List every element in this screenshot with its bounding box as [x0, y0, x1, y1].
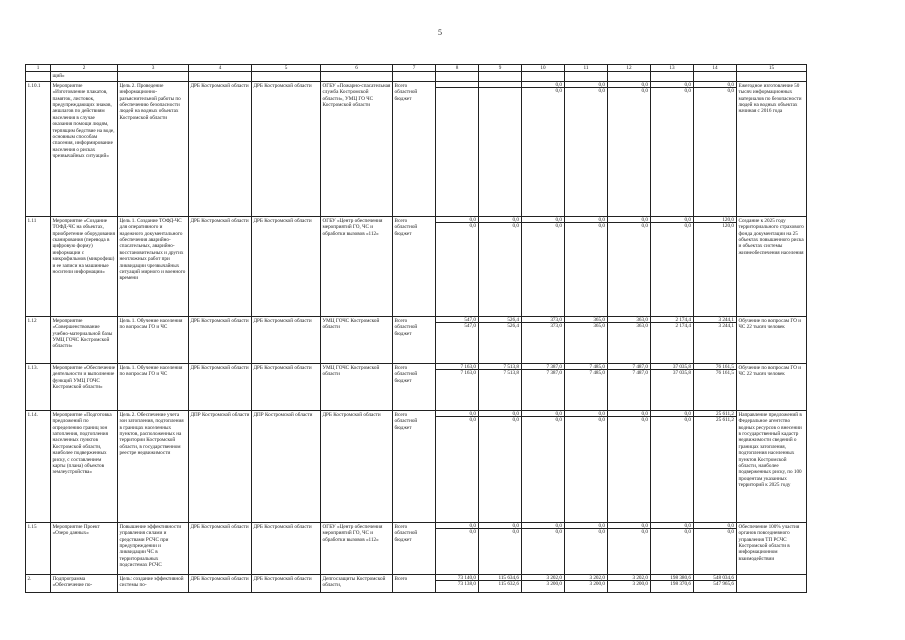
value-total: 548 034,6 [694, 575, 736, 581]
value-cell [479, 522, 522, 574]
funding-source: Всего [394, 411, 408, 418]
value-total: 25 611,2 [694, 411, 736, 417]
value-regional-budget: 3 200,0 [546, 581, 562, 588]
value-total: 0,0 [565, 523, 607, 529]
coordinator-cell: ДРБ Костромской области [189, 522, 252, 574]
value-regional-budget: 0,0 [469, 529, 476, 536]
value-total: 3 202,0 [565, 575, 607, 581]
item-name: Мероприятие «Создание ТОФД-ЧС на объектах, приобретение оборудования сканирования (перевода в цифровую форму) информации с микрофильмов (микрофиш) и ее записи на машинные носители информации» [51, 216, 118, 316]
value-cell [436, 574, 479, 592]
value-total: 373,0 [522, 317, 564, 323]
executor-cell: ДРБ Костромской области [252, 316, 321, 363]
coordinator-cell: ДРБ Костромской области [189, 316, 252, 363]
value-cell [694, 522, 737, 574]
expected-result: Ежегодное изготовление 50 тысяч информационных материалов по безопасности людей на водных объектах начиная с 2016 года [737, 81, 807, 216]
value-regional-budget: 0,0 [684, 223, 691, 230]
value-cell [479, 316, 522, 363]
item-number: 1.13. [26, 363, 51, 410]
value-cell [608, 316, 651, 363]
value-cell [565, 81, 608, 216]
item-number: 2. [26, 574, 51, 592]
funding-source-cell [393, 410, 436, 522]
value-cell [479, 216, 522, 316]
value-regional-budget: 0,0 [684, 417, 691, 424]
value-cell [436, 81, 479, 216]
program-table [25, 64, 807, 593]
funding-source: Всего [394, 317, 408, 324]
value-total: 115 634,6 [479, 575, 521, 581]
column-number: 10 [522, 65, 565, 72]
value-cell [651, 574, 694, 592]
value-cell [608, 81, 651, 216]
value-cell [651, 216, 694, 316]
value-total: 120,0 [694, 217, 736, 223]
value-regional-budget: 0,0 [641, 223, 648, 230]
funding-source-cell [393, 316, 436, 363]
value-regional-budget [436, 88, 478, 94]
value-regional-budget: 0,0 [555, 417, 562, 424]
funding-source: Всего [394, 82, 408, 89]
value-total: 0,0 [608, 217, 650, 223]
value-regional-budget: 3 244,1 [718, 323, 734, 330]
value-cell [522, 522, 565, 574]
value-regional-budget: 0,0 [684, 88, 691, 95]
value-total: 2 174,4 [651, 317, 693, 323]
value-regional-budget: 7 487,0 [632, 370, 648, 377]
funding-source: областной бюджет [394, 89, 418, 102]
value-regional-budget: 0,0 [512, 223, 519, 230]
value-regional-budget: 0,0 [555, 223, 562, 230]
value-cell [694, 316, 737, 363]
funding-source-cell [393, 216, 436, 316]
item-goal: Цель 2. Обеспечение учета зон затопления, подтопления в границах населенных пунктов, расположенных на территории Костромской области, в государственном реестре недвижимости [118, 410, 189, 522]
item-goal: Цель 1. Создание ТОФД-ЧС для оперативного и надежного документального обеспечения аварийно-спасательных, аварийно-восстановительных и других неотложных работ при ликвидации чрезвычайных ситуаций мирного и военного времени [118, 216, 189, 316]
value-regional-budget: 2 174,4 [675, 323, 691, 330]
item-name: Мероприятие Проект «Озеро данных» [51, 522, 118, 574]
value-regional-budget: 363,0 [636, 323, 648, 330]
value-total: 0,0 [522, 523, 564, 529]
expected-result: Направление предложений в Федеральное агентство водных ресурсов о внесении в государственный кадастр недвижимости сведений о границах затопления, подтопления населенных пунктов Костромской области, наиболее подверженных риску, по 100 процентам указанных территорий к 2025 году [737, 410, 807, 522]
continuation-text: щий» [51, 72, 118, 81]
value-regional-budget: 76 161,5 [715, 370, 734, 377]
table-row [26, 216, 807, 316]
value-cell [608, 574, 651, 592]
executor-cell: ДРБ Костромской области [252, 363, 321, 410]
value-total: 3 202,0 [522, 575, 564, 581]
value-regional-budget: 120,0 [722, 223, 734, 230]
value-cell [522, 410, 565, 522]
value-total: 0,0 [608, 82, 650, 88]
value-total: 73 140,0 [436, 575, 478, 581]
table-row [26, 363, 807, 410]
value-total: 526,4 [479, 317, 521, 323]
value-regional-budget: 37 035,8 [672, 370, 691, 377]
item-name: Мероприятие «Совершенствование учебно-материальной базы УМЦ ГОЧС Костромской области» [51, 316, 118, 363]
column-number-row [26, 65, 807, 72]
value-total: 0,0 [608, 411, 650, 417]
value-total: 0,0 [651, 217, 693, 223]
funding-source-cell [393, 363, 436, 410]
value-regional-budget: 0,0 [598, 417, 605, 424]
continuation-row [26, 72, 807, 81]
value-total: 0,0 [522, 82, 564, 88]
value-cell [565, 522, 608, 574]
value-regional-budget: 7 163,0 [460, 370, 476, 377]
funding-source: областной бюджет [394, 371, 418, 384]
value-total: 0,0 [436, 411, 478, 417]
value-total: 0,0 [565, 411, 607, 417]
executor-cell: ДРБ Костромской области [252, 522, 321, 574]
funding-source: областной бюджет [394, 224, 418, 237]
value-total: 76 161,5 [694, 364, 736, 370]
value-cell [479, 81, 522, 216]
value-cell [651, 363, 694, 410]
value-cell [565, 216, 608, 316]
item-goal: Цель 2. Проведение информационно-разъяснительной работы по обеспечению безопасности людей на водных объектах Костромской области [118, 81, 189, 216]
funding-source-cell [393, 522, 436, 574]
value-cell [651, 522, 694, 574]
participant-cell: ОГБУ «Центр обеспечения мероприятий ГО, ЧС и обработки вызовов «112» [321, 522, 393, 574]
value-cell [608, 216, 651, 316]
column-number: 8 [436, 65, 479, 72]
item-number: 1.10.1 [26, 81, 51, 216]
column-number: 6 [321, 65, 393, 72]
value-regional-budget: 0,0 [598, 223, 605, 230]
participant-cell: УМЦ ГОЧС Костромской области [321, 363, 393, 410]
value-cell [522, 363, 565, 410]
value-cell [651, 410, 694, 522]
value-regional-budget: 0,0 [512, 417, 519, 424]
participant-cell: ОГБУ «Пожарно-спасательная служба Костромской области», УМЦ ГО ЧС Костромской области [321, 81, 393, 216]
value-cell [522, 216, 565, 316]
expected-result: Создание к 2025 году территориального страхового фонда документации на 25 объектах повышенного риска и объектах системы жизнеобеспечения населения [737, 216, 807, 316]
value-total: 0,0 [522, 217, 564, 223]
value-regional-budget: 373,0 [550, 323, 562, 330]
value-regional-budget: 547,0 [464, 323, 476, 330]
value-cell [479, 574, 522, 592]
column-number: 2 [51, 65, 118, 72]
value-regional-budget: 0,0 [727, 88, 734, 95]
expected-result: Обеспечение 100% участия органов повседневного управления ТП РСЧС Костромской области в информационном взаимодействии [737, 522, 807, 574]
item-goal: Цель 1. Обучение населения по вопросам ГО и ЧС [118, 363, 189, 410]
item-name: Мероприятие «Изготовление плакатов, памяток, листовок, предупреждающих знаков, аншлагов по действиям населения в случае оказания помощи людям, терпящим бедствие на воде, основным способам спасения, информирование населения о рисках чрезвычайных ситуаций» [51, 81, 118, 216]
value-cell [565, 316, 608, 363]
value-cell [522, 574, 565, 592]
value-cell [651, 316, 694, 363]
value-total: 198 380,6 [651, 575, 693, 581]
column-number: 7 [393, 65, 436, 72]
value-regional-budget: 115 632,6 [498, 581, 519, 588]
value-cell [694, 81, 737, 216]
column-number: 13 [651, 65, 694, 72]
column-number: 3 [118, 65, 189, 72]
value-total: 0,0 [436, 217, 478, 223]
value-total: 0,0 [608, 523, 650, 529]
value-total: 0,0 [479, 411, 521, 417]
value-cell [565, 410, 608, 522]
coordinator-cell: ДРБ Костромской области [189, 574, 252, 592]
value-total: 3 244,1 [694, 317, 736, 323]
page-number: 5 [438, 28, 442, 37]
value-cell [479, 363, 522, 410]
value-regional-budget: 7 485,0 [589, 370, 605, 377]
item-name: Мероприятие «Обеспечение деятельности и выполнение функций УМЦ ГОЧС Костромской области» [51, 363, 118, 410]
value-regional-budget: 0,0 [727, 529, 734, 536]
value-regional-budget: 547 965,6 [713, 581, 734, 588]
column-number: 15 [737, 65, 807, 72]
value-cell [522, 316, 565, 363]
value-cell [436, 363, 479, 410]
item-goal: Повышение эффективности управления силами и средствами РСЧС при предупреждении и ликвидации ЧС в территориальных подсистемах РСЧС [118, 522, 189, 574]
value-regional-budget: 0,0 [469, 417, 476, 424]
value-total: 0,0 [565, 217, 607, 223]
item-number: 1.11 [26, 216, 51, 316]
value-regional-budget: 0,0 [555, 88, 562, 95]
column-number: 1 [26, 65, 51, 72]
participant-cell: Депгосзащиты Костромской области, [321, 574, 393, 592]
column-number: 14 [694, 65, 737, 72]
executor-cell: ДПР Костромской области [252, 410, 321, 522]
value-total: 7 163,0 [436, 364, 478, 370]
value-total: 3 202,0 [608, 575, 650, 581]
value-regional-budget: 0,0 [555, 529, 562, 536]
value-regional-budget: 0,0 [641, 88, 648, 95]
value-total: 0,0 [694, 82, 736, 88]
value-regional-budget: 0,0 [598, 88, 605, 95]
table-row [26, 81, 807, 216]
value-total: 7 387,0 [522, 364, 564, 370]
item-number: 1.12 [26, 316, 51, 363]
value-regional-budget: 0,0 [684, 529, 691, 536]
value-cell [522, 81, 565, 216]
funding-source: областной бюджет [394, 418, 418, 431]
value-total: 0,0 [436, 523, 478, 529]
column-number: 11 [565, 65, 608, 72]
value-regional-budget: 0,0 [598, 529, 605, 536]
funding-source: Всего [394, 217, 408, 224]
value-total: 0,0 [522, 411, 564, 417]
value-total: 7 513,8 [479, 364, 521, 370]
value-regional-budget: 7 387,0 [546, 370, 562, 377]
value-total: 7 487,0 [608, 364, 650, 370]
value-total: 0,0 [479, 217, 521, 223]
funding-source: областной бюджет [394, 530, 418, 543]
executor-cell: ДРБ Костромской области [252, 216, 321, 316]
value-total: 0,0 [479, 523, 521, 529]
item-goal: Цель 1. Обучение населения по вопросам ГО и ЧС [118, 316, 189, 363]
coordinator-cell: ДРБ Костромской области [189, 81, 252, 216]
value-total: 0,0 [694, 523, 736, 529]
funding-source: Всего [394, 523, 408, 530]
item-name: Мероприятие «Подготовка предложений по определению границ зон затопления, подтопления населенных пунктов Костромской области, наиболее подверженных риску, с составлением карты (плана) объектов землеустройства» [51, 410, 118, 522]
value-cell [694, 574, 737, 592]
value-cell [436, 522, 479, 574]
value-cell [694, 410, 737, 522]
value-cell [479, 410, 522, 522]
table-row [26, 410, 807, 522]
value-cell [608, 363, 651, 410]
value-cell [565, 574, 608, 592]
funding-source: Всего [394, 575, 408, 582]
column-number: 4 [189, 65, 252, 72]
value-regional-budget: 0,0 [641, 529, 648, 536]
value-regional-budget [479, 88, 521, 94]
participant-cell: ДРБ Костромской области [321, 410, 393, 522]
value-cell [651, 81, 694, 216]
value-regional-budget: 3 200,0 [589, 581, 605, 588]
expected-result [737, 574, 807, 592]
funding-source: областной бюджет [394, 324, 418, 337]
value-total: 363,0 [608, 317, 650, 323]
value-regional-budget: 526,4 [507, 323, 519, 330]
value-cell [608, 522, 651, 574]
item-goal: Цель: создание эффективной системы по- [118, 574, 189, 592]
value-total: 0,0 [651, 523, 693, 529]
funding-source-cell [393, 574, 436, 592]
expected-result: Обучение по вопросам ГО и ЧС 22 тысяч человек [737, 316, 807, 363]
column-number: 12 [608, 65, 651, 72]
executor-cell: ДРБ Костромской области [252, 574, 321, 592]
value-cell [608, 410, 651, 522]
table-row [26, 316, 807, 363]
value-regional-budget: 7 513,8 [503, 370, 519, 377]
value-regional-budget: 25 611,2 [716, 417, 734, 424]
value-regional-budget: 0,0 [469, 223, 476, 230]
value-total: 0,0 [651, 411, 693, 417]
value-regional-budget: 198 370,6 [670, 581, 691, 588]
value-total: 37 035,8 [651, 364, 693, 370]
expected-result: Обучение по вопросам ГО и ЧС 22 тысяч человек [737, 363, 807, 410]
value-total: 0,0 [565, 82, 607, 88]
value-total: 365,0 [565, 317, 607, 323]
coordinator-cell: ДРБ Костромской области [189, 363, 252, 410]
column-number: 5 [252, 65, 321, 72]
value-cell [436, 216, 479, 316]
participant-cell: УМЦ ГОЧС Костромской области [321, 316, 393, 363]
table-row [26, 522, 807, 574]
item-number: 1.14. [26, 410, 51, 522]
value-total: 547,0 [436, 317, 478, 323]
value-cell [565, 363, 608, 410]
value-cell [694, 216, 737, 316]
value-regional-budget: 365,0 [593, 323, 605, 330]
coordinator-cell: ДПР Костромской области [189, 410, 252, 522]
value-cell [694, 363, 737, 410]
value-regional-budget: 73 138,0 [457, 581, 476, 588]
value-regional-budget: 0,0 [512, 529, 519, 536]
item-number: 1.15 [26, 522, 51, 574]
item-name: Подпрограмма «Обеспечение по- [51, 574, 118, 592]
value-total: 7 485,0 [565, 364, 607, 370]
coordinator-cell: ДРБ Костромской области [189, 216, 252, 316]
value-regional-budget: 0,0 [641, 417, 648, 424]
funding-source: Всего [394, 364, 408, 371]
participant-cell: ОГБУ «Центр обеспечения мероприятий ГО, ЧС и обработки вызовов «112» [321, 216, 393, 316]
column-number: 9 [479, 65, 522, 72]
value-cell [436, 316, 479, 363]
value-cell [436, 410, 479, 522]
value-regional-budget: 3 200,0 [632, 581, 648, 588]
table-row [26, 574, 807, 592]
value-total: 0,0 [651, 82, 693, 88]
funding-source-cell [393, 81, 436, 216]
executor-cell: ДРБ Костромской области [252, 81, 321, 216]
